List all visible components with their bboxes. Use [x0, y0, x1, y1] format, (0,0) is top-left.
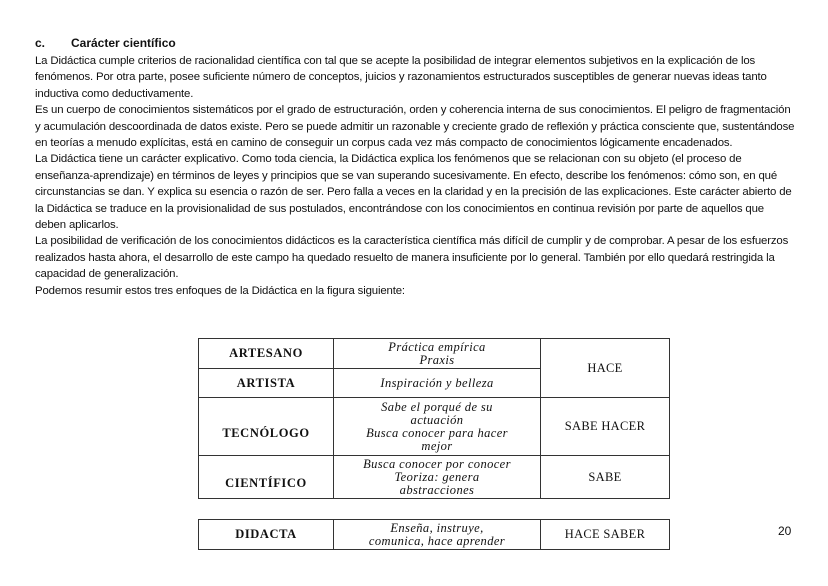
desc-line: Busca conocer por conocer	[363, 456, 511, 471]
action-cell: SABE	[541, 456, 670, 499]
body-text	[35, 53, 795, 299]
didacta-table	[198, 519, 670, 550]
description-cell	[334, 398, 541, 456]
page-number: 20	[778, 524, 792, 538]
desc-line: abstracciones	[399, 482, 475, 497]
section-heading	[35, 36, 176, 50]
desc-line: Práctica empírica	[388, 339, 486, 354]
role-cell: ARTESANO	[199, 339, 334, 369]
section-number: c.	[35, 36, 46, 50]
action-cell: SABE HACER	[541, 398, 670, 456]
description-cell	[334, 339, 541, 369]
description-cell: Inspiración y belleza	[334, 369, 541, 398]
desc-line: comunica, hace aprender	[368, 533, 506, 548]
desc-line: Sabe el porqué de su	[381, 399, 493, 414]
paragraph: Es un cuerpo de conocimientos sistemáticos por el grado de estructuración, orden y coherencia interna de sus conocimientos. El peligro de fragmentación y acumulación descoordinada de datos existe. Pero se puede admitir un razonable y creciente grado de reflexión y práctica consciente que, sustentándose en teorías a menudo explícitas, está en camino de conseguir un corpus cada vez más compacto de conocimientos lógicamente encadenados.	[35, 104, 795, 150]
section-title: Carácter científico	[71, 36, 176, 50]
action-cell: HACE SABER	[541, 520, 670, 550]
description-cell	[334, 456, 541, 499]
role-cell: TECNÓLOGO	[199, 398, 334, 456]
desc-line: Enseña, instruye,	[390, 520, 484, 535]
action-cell: HACE	[541, 339, 670, 398]
table-row	[199, 339, 670, 369]
paragraph: La posibilidad de verificación de los conocimientos didácticos es la característica científica más difícil de cumplir y de comprobar. A pesar de los esfuerzos realizados hasta ahora, el desarrollo de este campo ha quedado resuelto de manera insuficiente por lo general. También por ello quedará restringida la capacidad de generalización.	[35, 235, 789, 281]
desc-line: Teoriza: genera	[394, 469, 480, 484]
role-cell: CIENTÍFICO	[199, 456, 334, 499]
desc-line: Busca conocer para hacer	[366, 425, 508, 440]
role-cell: DIDACTA	[199, 520, 334, 550]
paragraph: La Didáctica tiene un carácter explicativo. Como toda ciencia, la Didáctica explica los fenómenos que se relacionan con su objeto (el proceso de enseñanza-aprendizaje) en términos de leyes y principios que se van superando sucesivamente. En efecto, describe los fenómenos: cómo son, en qué circunstancias se dan. Y explica su esencia o razón de ser. Pero falla a veces en la claridad y en la precisión de las explicaciones. Este carácter abierto de la Didáctica se traduce en la provisionalidad de sus postulados, encontrándose con los conocimientos en continua revisión por parte de aquellos que deben aplicarlos.	[35, 153, 792, 232]
approaches-table	[198, 338, 670, 499]
paragraph: Podemos resumir estos tres enfoques de la Didáctica en la figura siguiente:	[35, 284, 405, 297]
paragraph: La Didáctica cumple criterios de racionalidad científica con tal que se acepte la posibilidad de integrar elementos subjetivos en la explicación de los fenómenos. Por otra parte, posee suficiente número de conceptos, juicios y razonamientos estructurados susceptibles de generar nuevas ideas tanto inductiva como deductivamente.	[35, 55, 767, 100]
role-cell: ARTISTA	[199, 369, 334, 398]
table-row	[199, 456, 670, 499]
desc-line: Praxis	[419, 352, 455, 367]
table-row	[199, 520, 670, 550]
desc-line: mejor	[421, 438, 453, 453]
description-cell	[334, 520, 541, 550]
desc-line: actuación	[410, 412, 464, 427]
table-row	[199, 398, 670, 456]
